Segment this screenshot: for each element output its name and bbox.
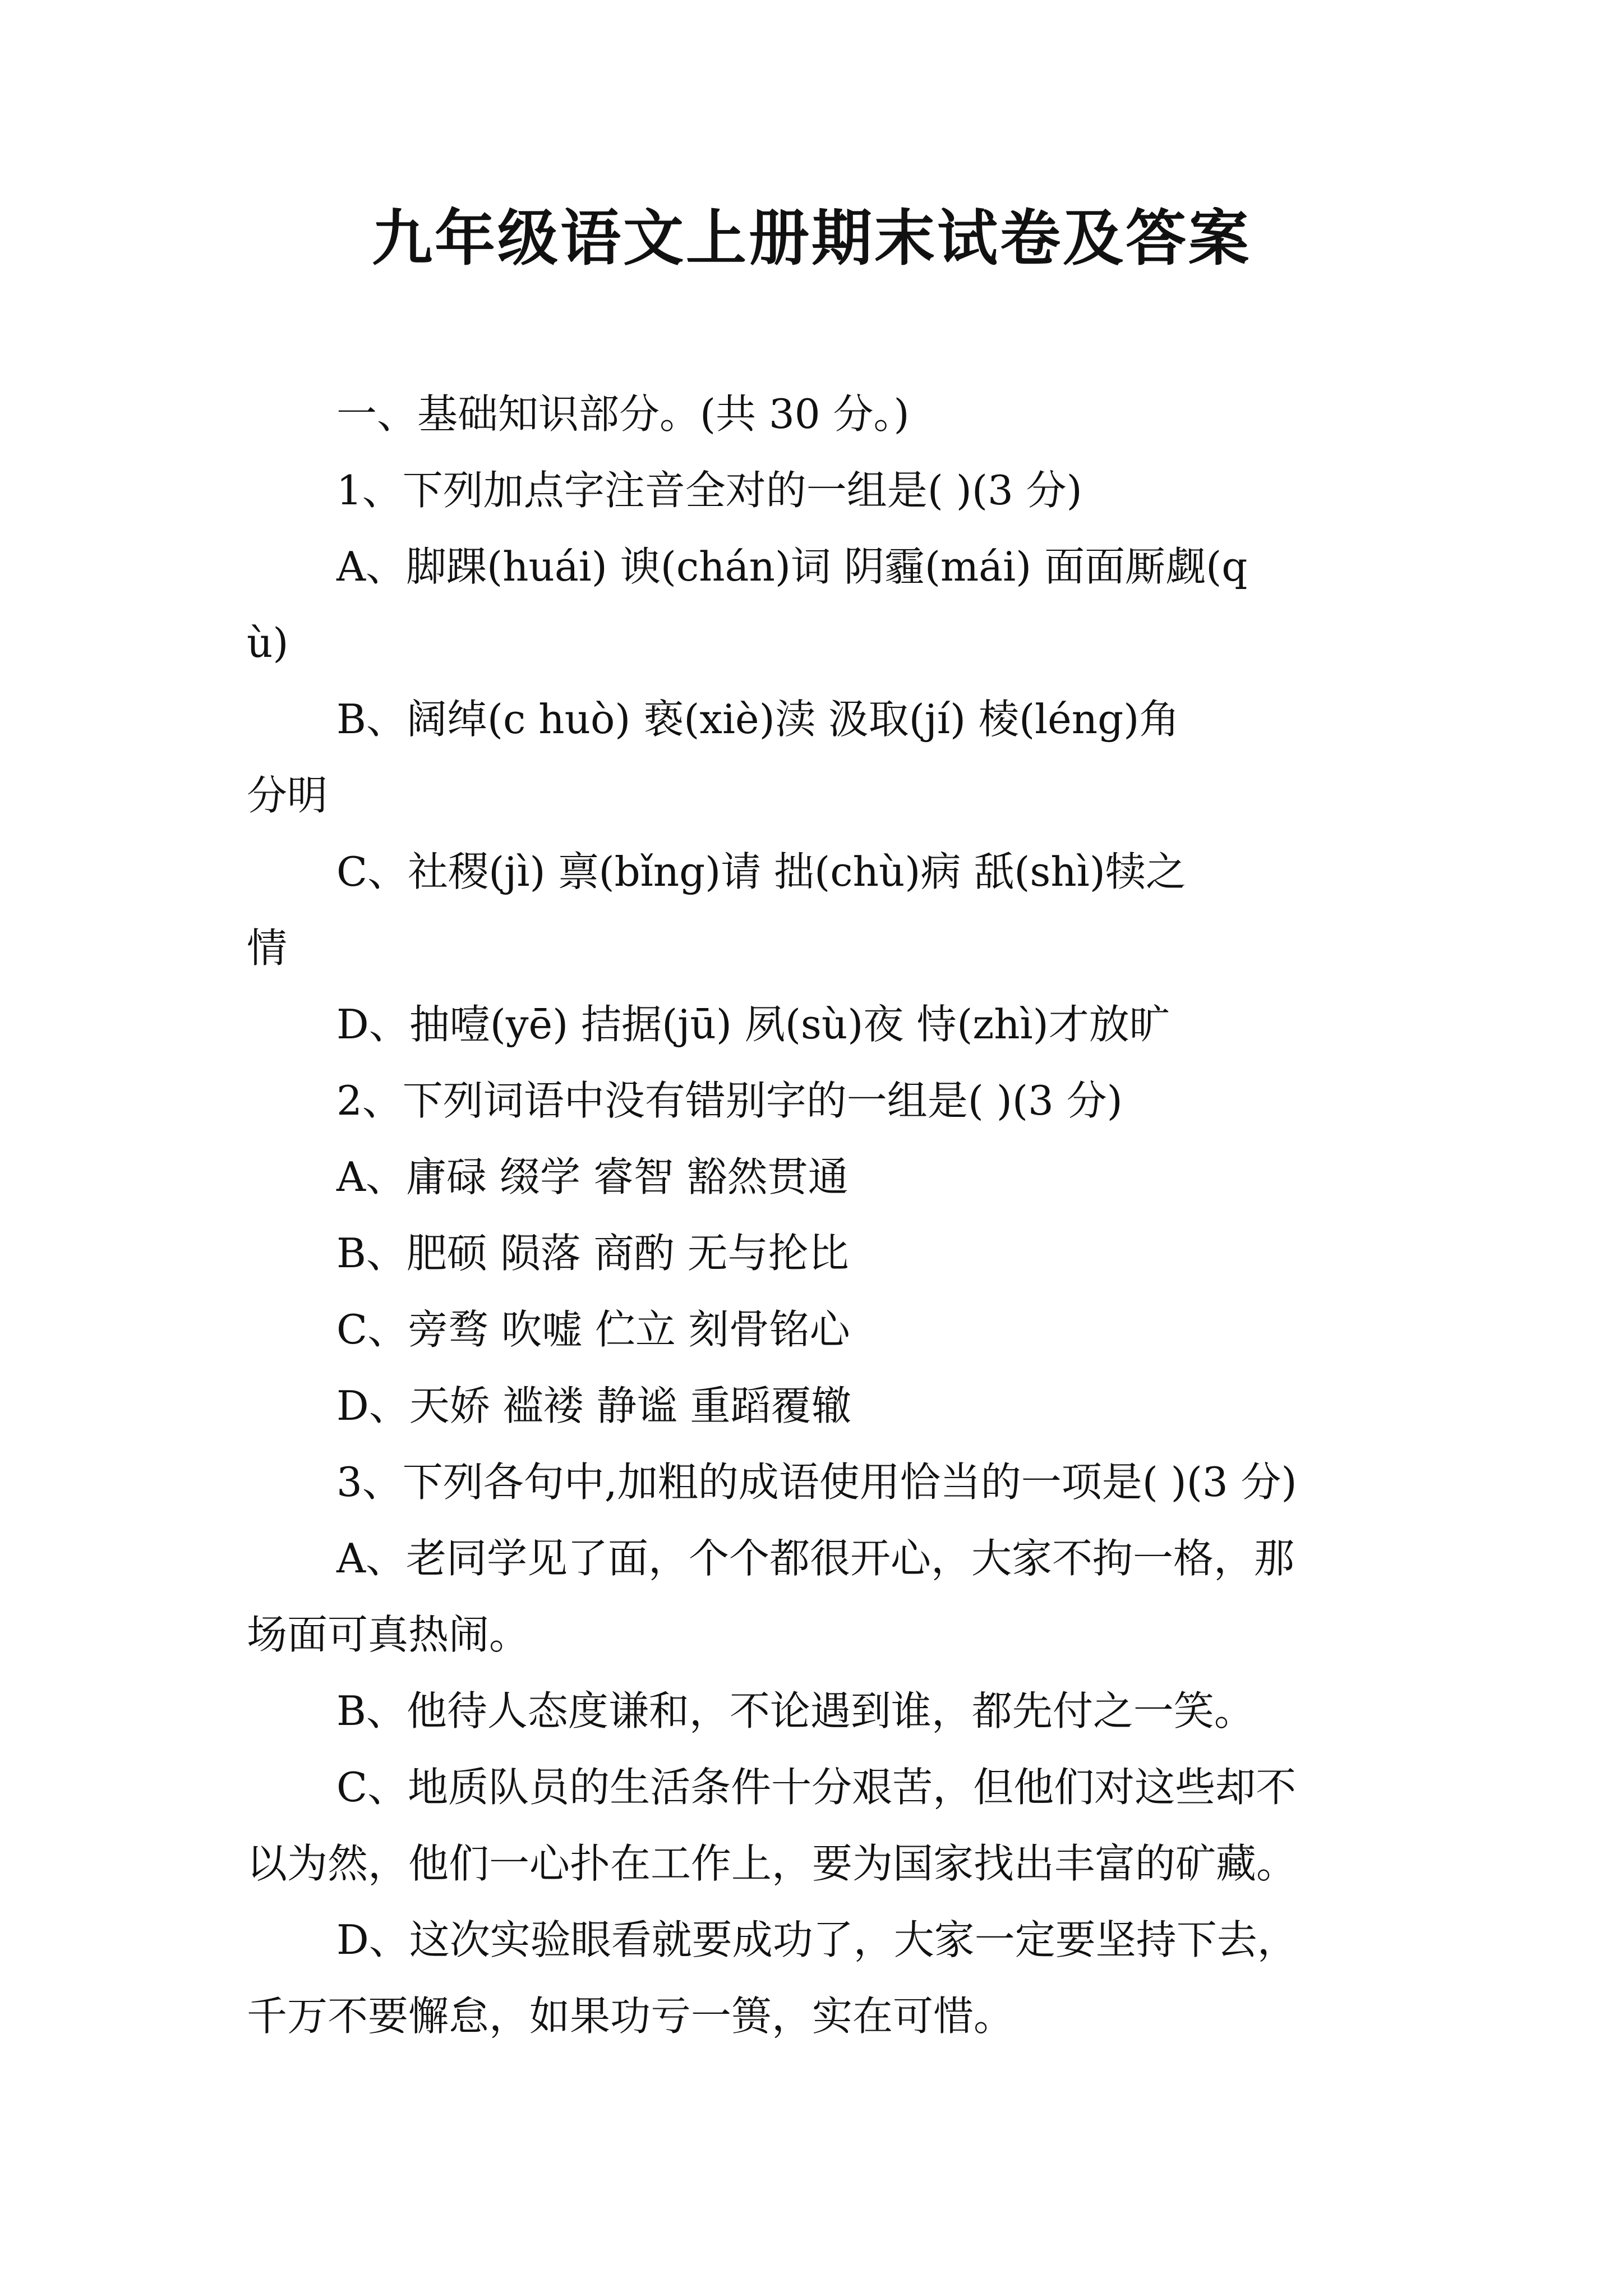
text-line: ù)	[247, 619, 289, 666]
text-line: 2、下列词语中没有错别字的一组是( )(3 分)	[336, 1077, 1123, 1124]
text-line: A、脚踝(huái) 谀(chán)词 阴霾(mái) 面面厮觑(q	[336, 543, 1248, 590]
text-line: 一、基础知识部分。(共 30 分。)	[336, 390, 910, 438]
document-body	[247, 376, 1391, 2054]
text-line: B、他待人态度谦和，不论遇到谁，都先付之一笑。	[336, 1687, 1255, 1734]
text-line: A、庸碌 缀学 睿智 豁然贯通	[336, 1153, 849, 1200]
text-line: 1、下列加点字注音全对的一组是( )(3 分)	[336, 467, 1082, 514]
text-line: D、天娇 褴褛 静谧 重蹈覆辙	[336, 1382, 852, 1429]
text-line: C、社稷(jì) 禀(bǐng)请 拙(chù)病 舐(shì)犊之	[336, 848, 1186, 895]
document-title: 九年级语文上册期末试卷及答案	[371, 203, 1251, 274]
text-line: B、阔绰(c huò) 亵(xiè)渎 汲取(jí) 棱(léng)角	[336, 696, 1180, 743]
text-line: B、肥硕 陨落 商酌 无与抡比	[336, 1230, 849, 1277]
text-line: 情	[247, 924, 288, 972]
text-line: D、抽噎(yē) 拮据(jū) 夙(sù)夜 恃(zhì)才放旷	[336, 1001, 1170, 1048]
text-line: 分明	[247, 772, 328, 819]
text-line: A、老同学见了面，个个都很开心，大家不拘一格，那	[336, 1535, 1294, 1582]
text-line: 3、下列各句中,加粗的成语使用恰当的一项是( )(3 分)	[336, 1458, 1297, 1506]
text-line: 以为然，他们一心扑在工作上，要为国家找出丰富的矿藏。	[247, 1840, 1297, 1887]
text-line: 千万不要懈怠，如果功亏一篑，实在可惜。	[247, 1993, 1015, 2040]
text-line: C、旁骛 吹嘘 伫立 刻骨铭心	[336, 1306, 850, 1353]
text-line: D、这次实验眼看就要成功了，大家一定要坚持下去，	[336, 1916, 1298, 1963]
text-line: C、地质队员的生活条件十分艰苦，但他们对这些却不	[336, 1764, 1297, 1811]
text-line: 场面可真热闹。	[247, 1611, 530, 1658]
